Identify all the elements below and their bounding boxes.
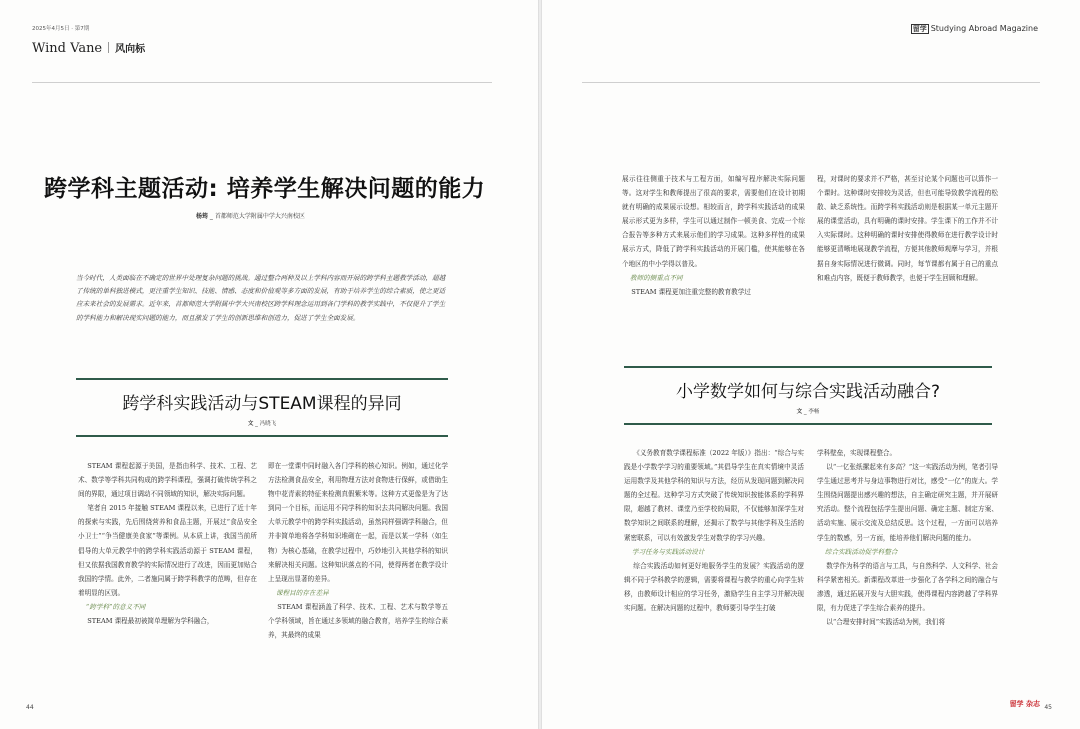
main-author: 杨筠 [196, 213, 209, 220]
article2-byline: 文 _ 李畅 [796, 409, 820, 415]
article1-author: 冯晓飞 [259, 421, 277, 427]
article1-rule-bottom [76, 435, 448, 437]
magazine-title: Studying Abroad Magazine [930, 24, 1038, 33]
article2-subhead2: 综合实践活动促学科整合 [824, 547, 898, 556]
article2-rule-top [624, 366, 992, 368]
article2-title: 小学数学如何与综合实践活动融合? [675, 382, 941, 402]
magazine-name [911, 24, 1038, 34]
article2-subhead1: 学习任务与实践活动设计 [631, 547, 705, 556]
main-title: 跨学科主题活动: 培养学生解决问题的能力 [44, 176, 486, 202]
article1-col2-tail: STEAM 课程涵盖了科学、技术、工程、艺术与数学等五个学科领域，旨在通过多领域的融合教育，培养学生的综合素养，其最终的成果 [268, 602, 448, 640]
magazine-logo: 留学 [912, 25, 927, 33]
article1-subhead3: 教师的侧重点不同 [629, 273, 683, 282]
header-rule [32, 82, 492, 83]
article1-col1-p2: 笔者自 2015 年接触 STEAM 课程以来，已进行了近十年的探索与实践，先后围绕营养和食品主题，开展过“食品安全小卫士”“争当健康美食家”等课例。从本质上讲，我国当前所倡导的大单元教学中的跨学科实践活动源于 STEAM 课程，但又依据我国教育教学的实际情况进行了改进，因而更加贴合我国的学情。此外，二者施同属于跨学科教学的范畴，但存在着明显的区别。 [78, 504, 257, 597]
article1-byline: 文 _ 冯晓飞 [247, 421, 277, 427]
article2-col1-p1: 《义务教育数学课程标准（2022 年版）》指出：“综合与实践是小学数学学习的重要领域。”其倡导学生在真实情境中灵活运用数学及其他学科的知识与方法，经历从发现问题到解决问题的全过程。这种学习方式突破了传统知识按能体系的学科界限，超越了教材、课堂乃至学校的局限，不仅能够加深学生对数学知识之间联系的理解，还揭示了数学与其他学科及生活的紧密联系，可以有效激发学生对数学的学习兴趣。 [624, 449, 804, 542]
article1-col4 [817, 172, 998, 285]
article1-col3-p1: 展示往往侧重于技术与工程方面，如编写程序解决实际问题等。这对学生和教师提出了很高的要求，需要他们在设计初期就有明确的成果展示设想。相较而言，跨学科实践活动的成果展示形式更为多样，学生可以通过制作一顿美食、完成一个综合报告等多种方式来展示他们的学习成果。这种多样性的成果展示方式，降低了跨学科实践活动的开展门槛，使其能够在各个地区的中小学得以普及。 [622, 175, 805, 268]
article1-rule-top [76, 378, 448, 380]
article1-col2 [268, 459, 448, 642]
article1-col3 [622, 172, 805, 299]
article2-header [624, 366, 992, 425]
main-abstract: 当今时代，人类面临在不确定的世界中处理复杂问题的挑战。通过整合两种及以上学科内容而开展的跨学科主题教学活动，超越了传统的单科独进模式，更注重学生知识、技能、情感、态度和价值观等多方面的发展，有助于培养学生的综合素质，使之更适应未来社会的发展需求。近年来，首都师范大学附属中学大兴南校区跨学科理念运用到各门学科的教学实践中，不仅提升了学生的学科能力和解决现实问题的能力，而且激发了学生的创新思维和创造力，促进了学生全面发展。 [76, 274, 446, 322]
article1-col3-tail: STEAM 课程更加注重完整的教育教学过 [631, 287, 751, 296]
article2-col2-p3: 数学作为科学的语言与工具，与自然科学、人文科学、社会科学紧密相关。新课程改革进一步强化了各学科之间的融合与渗透，通过拓展开发与大胆实践，使得课程内容跨越了学科界限，有力促进了学生综合素养的提升。 [817, 561, 998, 613]
left-page [0, 0, 538, 729]
section-cn: 风向标 [115, 44, 146, 55]
article2-col1 [624, 446, 804, 615]
section-divider [108, 42, 109, 53]
article1-subhead2: 课程目的存在差异 [275, 588, 329, 597]
page-number-left: 44 [26, 704, 34, 711]
page-number-right: 45 [1044, 704, 1052, 711]
article2-author-prefix: 文 [796, 409, 803, 415]
article2-col2-p1: 学科壁垒，实现课程整合。 [817, 449, 897, 457]
footer-logo: 留学 杂志 [1009, 700, 1040, 708]
right-page [542, 0, 1080, 729]
article1-col1-tail: STEAM 课程最初被简单理解为学科融合， [87, 617, 214, 626]
article1-title: 跨学科实践活动与STEAM课程的异同 [122, 394, 402, 414]
article2-col2-p2: 以“一亿张纸摞起来有多高？”这一实践活动为例，笔者引导学生通过思考并与身边事物进行对比，感受“一亿”的庞大。学生围绕问题提出感兴趣的想法，自主确定研究主题，并开展研究活动。整个流程包括学生提出问题、确定主题、制定方案、活动实施、展示交流及总结反思。这个过程，一方面可以培养学生的数感，另一方面，能培养他们解决问题的能力。 [817, 463, 998, 542]
article2-col2-tail: 以“合理安排时间”实践活动为例，我们将 [826, 618, 946, 627]
article2-author: 李畅 [808, 409, 820, 415]
main-byline: 杨筠 _ 首都师范大学附属中学大兴南校区 [196, 213, 305, 220]
article1-header [76, 378, 448, 437]
header-rule-right [582, 82, 1040, 83]
article1-col1-p1: STEAM 课程起源于美国，是指由科学、技术、工程、艺术、数学等学科共同构成的跨学科课程，强调打破传统学科之间的界限，通过项目调动不同领域的知识，解决实际问题。 [78, 462, 257, 499]
issue-date: 2025年4月5日 · 第7期 [32, 26, 90, 32]
article1-col1 [78, 459, 257, 628]
article1-author-prefix: 文 [247, 421, 254, 427]
main-affiliation: 首都师范大学附属中学大兴南校区 [214, 213, 305, 220]
article1-col4-p1: 程，对课时的要求并不严格，甚至讨论某个问题也可以算作一个课时。这种课时安排较为灵活，但也可能导致教学流程的松散、缺乏系统性。而跨学科实践活动则是根据某一单元主题开展的课堂活动，具有明确的课时安排。学生课下的工作并不计入实际课时。这种明确的课时安排使得教师在进行教学设计时能够更清晰地展现教学流程，方便其他教师观摩与学习，并根据自身实际情况进行微调。同时，每节课都有属于自己的重点和难点内容，既便于教师教学，也便于学生回顾和理解。 [817, 175, 998, 282]
article1-col2-p1: 即在一堂课中同时融入各门学科的核心知识。例如，通过化学方法检测食品安全，利用物理方法对食物进行保鲜，或借助生物中花青素的特征来检测真假紫米等。这种方式更像是为了达到同一个目标，而运用不同学科的知识去共同解决问题。我国大单元教学中的跨学科实践活动，虽然同样强调学科融合，但并非简单地将各学科知识堆砌在一起，而是以某一学科（如生物）为核心基础，在教学过程中，巧妙地引入其他学科的知识来解决相关问题。这种知识落点的不同，使得两者在教学设计上呈现出显著的差异。 [268, 462, 448, 583]
article1-subhead1: “跨学科”的意义不同 [85, 602, 146, 611]
article2-col2 [817, 446, 998, 629]
article2-rule-bottom [624, 423, 992, 425]
section-header [32, 40, 145, 56]
article2-col1-tail: 综合实践活动如何更好地服务学生的发展？实践活动的逻辑不同于学科教学的逻辑，需要将课程与教学的重心向学生转移，由教师设计相应的学习任务，激励学生自主学习并解决现实问题。在解决问题的过程中，教师要引导学生打破 [624, 561, 804, 613]
section-en: Wind Vane [32, 41, 103, 56]
